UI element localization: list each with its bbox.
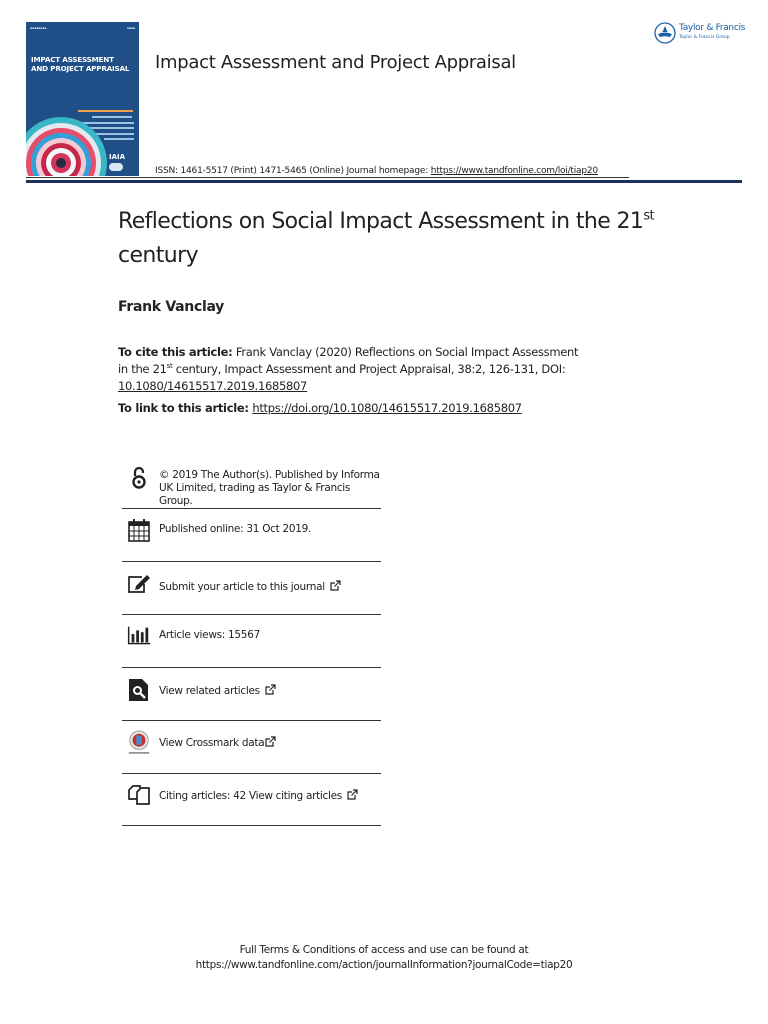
cover-title-line2: AND PROJECT APPRAISAL xyxy=(31,64,130,73)
crossmark-icon xyxy=(127,730,151,756)
header-divider-thick xyxy=(26,180,742,183)
header-divider xyxy=(26,177,629,178)
submit-article-row[interactable] xyxy=(122,562,381,615)
bar-chart-icon xyxy=(127,622,151,648)
external-link-icon xyxy=(265,736,276,747)
issn-line xyxy=(155,166,598,176)
open-access-icon xyxy=(127,465,151,491)
doi-link[interactable]: 10.1080/14615517.2019.1685807 xyxy=(118,379,308,393)
related-articles-row[interactable] xyxy=(122,668,381,721)
calendar-icon xyxy=(127,517,151,543)
journal-cover-image: ▪▪▪▪▪▪▪▪ ▪▪▪▪ IMPACT ASSESSMENT AND PROJECT APPRAISAL IAIA xyxy=(26,22,139,176)
citing-articles-icon xyxy=(127,782,151,808)
cover-title-line1: IMPACT ASSESSMENT xyxy=(31,55,114,64)
article-title: Reflections on Social Impact Assessment in the 21st century xyxy=(118,208,654,268)
article-author: Frank Vanclay xyxy=(118,299,224,315)
link-label: To link to this article: xyxy=(118,401,253,415)
article-views-count: Article views: 15567 xyxy=(159,629,260,641)
crossmark-row[interactable] xyxy=(122,721,381,774)
external-link-icon xyxy=(330,580,341,591)
copyright-text: © 2019 The Author(s). Published by Informa UK Limited, trading as Taylor & Francis Group. xyxy=(159,469,380,507)
citation-label: To cite this article: xyxy=(118,345,233,359)
open-access-row xyxy=(122,462,381,509)
footer-line1: Full Terms & Conditions of access and use can be found at xyxy=(239,944,529,956)
publisher-logo[interactable] xyxy=(654,22,745,44)
published-row xyxy=(122,509,381,562)
publisher-group: Taylor & Francis Group xyxy=(679,35,730,40)
external-link-icon xyxy=(265,684,276,695)
article-link-line xyxy=(118,401,522,415)
publisher-logo-icon xyxy=(654,22,676,44)
journal-name[interactable]: Impact Assessment and Project Appraisal xyxy=(155,52,516,73)
citing-articles-row[interactable] xyxy=(122,774,381,826)
related-articles-link[interactable]: View related articles xyxy=(159,684,385,698)
citation-block: To cite this article: Frank Vanclay (2020) Reflections on Social Impact Assessment in the 21st century, Impact Assessment and Project Appraisal, 38:2, 126-131, DOI: 10.1080/14615517.2019.1685807 xyxy=(118,345,579,393)
search-document-icon xyxy=(127,677,151,703)
crossmark-link[interactable]: View Crossmark data xyxy=(159,736,385,750)
cover-badge: IAIA xyxy=(109,153,126,161)
article-views-row xyxy=(122,615,381,668)
article-info-list xyxy=(122,462,381,826)
external-link-icon xyxy=(347,789,358,800)
doi-url-link[interactable]: https://doi.org/10.1080/14615517.2019.1685807 xyxy=(252,401,522,415)
submit-article-link[interactable]: Submit your article to this journal xyxy=(159,580,385,594)
footer-terms-link[interactable]: https://www.tandfonline.com/action/journalInformation?journalCode=tiap20 xyxy=(195,959,573,971)
issn-text: ISSN: 1461-5517 (Print) 1471-5465 (Online) Journal homepage: xyxy=(155,166,431,176)
cover-circles-art xyxy=(26,116,108,176)
footer-terms xyxy=(0,943,768,973)
journal-homepage-link[interactable]: https://www.tandfonline.com/loi/tiap20 xyxy=(430,166,598,176)
published-date: Published online: 31 Oct 2019. xyxy=(159,523,312,535)
edit-icon xyxy=(127,571,151,597)
citing-articles-link[interactable]: Citing articles: 42 View citing articles xyxy=(159,789,385,803)
publisher-name: Taylor & Francis xyxy=(679,23,746,33)
